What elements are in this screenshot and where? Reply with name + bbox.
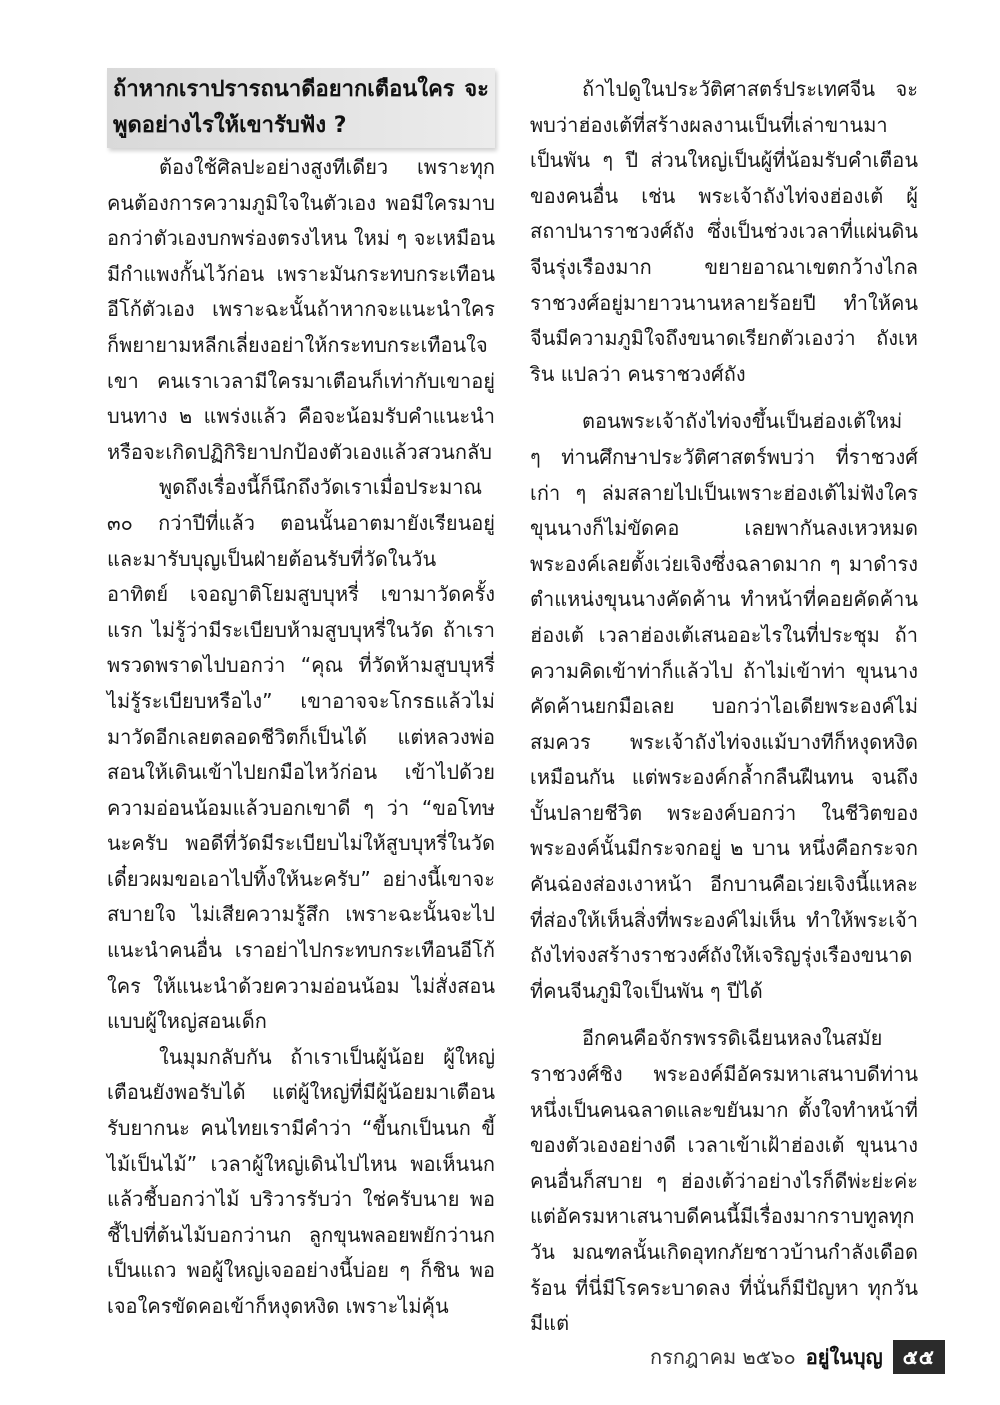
paragraph: ต้องใช้ศิลปะอย่างสูงทีเดียว เพราะทุกคนต้องการความภูมิใจในตัวเอง พอมีใครมาบอกว่าตัวเองบกพร่องตรงไหน ใหม่ ๆ จะเหมือนมีกำแพงกั้นไว้ก่อน เพราะมันกระทบกระเทือนอีโก้ตัวเอง เพราะฉะนั้นถ้าหากจะแนะนำใครก็พยายามหลีกเลี่ยงอย่าให้กระทบกระเทือนใจเขา คนเราเวลามีใครมาเตือนก็เท่ากับเขาอยู่บนทาง ๒ แพร่งแล้ว คือจะน้อมรับคำแนะนำหรือจะเกิดปฏิกิริยาปกป้องตัวเองแล้วสวนกลับ	[107, 155, 495, 464]
article-headline: ถ้าหากเราปรารถนาดีอยากเตือนใคร จะพูดอย่างไรให้เขารับฟัง ?	[107, 68, 495, 148]
page-footer	[650, 1340, 945, 1374]
paragraph: ในมุมกลับกัน ถ้าเราเป็นผู้น้อย ผู้ใหญ่เตือนยังพอรับได้ แต่ผู้ใหญ่ที่มีผู้น้อยมาเตือนรับยากนะ คนไทยเรามีคำว่า “ขี้นกเป็นนก ขี้ไม้เป็นไม้” เวลาผู้ใหญ่เดินไปไหน พอเห็นนกแล้วชี้บอกว่าไม้ บริวารรับว่า ใช่ครับนาย พอชี้ไปที่ต้นไม้บอกว่านก ลูกขุนพลอยพยักว่านกเป็นแถว พอผู้ใหญ่เจออย่างนี้บ่อย ๆ ก็ชิน พอเจอใครขัดคอเข้าก็หงุดหงิด เพราะไม่คุ้น	[107, 1044, 495, 1318]
magazine-title: อยู่ในบุญ	[805, 1345, 883, 1369]
paragraph: พูดถึงเรื่องนี้ก็นึกถึงวัดเราเมื่อประมาณ ๓๐ กว่าปีที่แล้ว ตอนนั้นอาตมายังเรียนอยู่ และมารับบุญเป็นฝ่ายต้อนรับที่วัดในวันอาทิตย์ เจอญาติโยมสูบบุหรี่ เขามาวัดครั้งแรก ไม่รู้ว่ามีระเบียบห้ามสูบบุหรี่ในวัด ถ้าเราพรวดพราดไปบอกว่า “คุณ ที่วัดห้ามสูบบุหรี่ ไม่รู้ระเบียบหรือไง” เขาอาจจะโกรธแล้วไม่มาวัดอีกเลยตลอดชีวิตก็เป็นได้ แต่หลวงพ่อสอนให้เดินเข้าไปยกมือไหว้ก่อน เข้าไปด้วยความอ่อนน้อมแล้วบอกเขาดี ๆ ว่า “ขอโทษนะครับ พอดีที่วัดมีระเบียบไม่ให้สูบบุหรี่ในวัด เดี๋ยวผมขอเอาไปทิ้งให้นะครับ” อย่างนี้เขาจะสบายใจ ไม่เสียความรู้สึก เพราะฉะนั้นจะไปแนะนำคนอื่น เราอย่าไปกระทบกระเทือนอีโก้ใคร ให้แนะนำด้วยความอ่อนน้อม ไม่สั่งสอนแบบผู้ใหญ่สอนเด็ก	[107, 475, 495, 1034]
paragraph: ถ้าไปดูในประวัติศาสตร์ประเทศจีน จะพบว่าฮ่องเต้ที่สร้างผลงานเป็นที่เล่าขานมาเป็นพัน ๆ ปี ส่วนใหญ่เป็นผู้ที่น้อมรับคำเตือนของคนอื่น เช่น พระเจ้าถังไท่จงฮ่องเต้ ผู้สถาปนาราชวงศ์ถัง ซึ่งเป็นช่วงเวลาที่แผ่นดินจีนรุ่งเรืองมาก ขยายอาณาเขตกว้างไกล ราชวงศ์อยู่มายาวนานหลายร้อยปี ทำให้คนจีนมีความภูมิใจถึงขนาดเรียกตัวเองว่า ถังเหริน แปลว่า คนราชวงศ์ถัง	[530, 77, 918, 386]
issue-date: กรกฎาคม ๒๕๖๐	[650, 1345, 796, 1369]
paragraph: อีกคนคือจักรพรรดิเฉียนหลงในสมัยราชวงศ์ชิง พระองค์มีอัครมหาเสนาบดีท่านหนึ่งเป็นคนฉลาดและขยันมาก ตั้งใจทำหน้าที่ของตัวเองอย่างดี เวลาเข้าเฝ้าฮ่องเต้ ขุนนางคนอื่นก็สบาย ๆ ฮ่องเต้ว่าอย่างไรก็ดีพ่ะย่ะค่ะ แต่อัครมหาเสนาบดีคนนี้มีเรื่องมากราบทูลทุกวัน มณฑลนั้นเกิดอุทกภัยชาวบ้านกำลังเดือดร้อน ที่นี่มีโรคระบาดลง ที่นั่นก็มีปัญหา ทุกวันมีแต่	[530, 1026, 918, 1336]
paragraph: ตอนพระเจ้าถังไท่จงขึ้นเป็นฮ่องเต้ใหม่ ๆ ท่านศึกษาประวัติศาสตร์พบว่า ที่ราชวงศ์เก่า ๆ ล่มสลายไปเป็นเพราะฮ่องเต้ไม่ฟังใคร ขุนนางก็ไม่ขัดคอ เลยพากันลงเหวหมด พระองค์เลยตั้งเว่ยเจิงซึ่งฉลาดมาก ๆ มาดำรงตำแหน่งขุนนางคัดค้าน ทำหน้าที่คอยคัดค้านฮ่องเต้ เวลาฮ่องเต้เสนออะไรในที่ประชุม ถ้าความคิดเข้าท่าก็แล้วไป ถ้าไม่เข้าท่า ขุนนางคัดค้านยกมือเลย บอกว่าไอเดียพระองค์ไม่สมควร พระเจ้าถังไท่จงแม้บางทีก็หงุดหงิดเหมือนกัน แต่พระองค์กล้ำกลืนฝืนทน จนถึงบั้นปลายชีวิต พระองค์บอกว่า ในชีวิตของพระองค์นั้นมีกระจกอยู่ ๒ บาน หนึ่งคือกระจกคันฉ่องส่องเงาหน้า อีกบานคือเว่ยเจิงนี้แหละที่ส่องให้เห็นสิ่งที่พระองค์ไม่เห็น ทำให้พระเจ้าถังไท่จงสร้างราชวงศ์ถังให้เจริญรุ่งเรืองขนาดที่คนจีนภูมิใจเป็นพัน ๆ ปีได้	[530, 409, 918, 1003]
left-column	[107, 68, 495, 1325]
right-column	[530, 72, 918, 1342]
page-number: ๕๕	[893, 1340, 945, 1374]
